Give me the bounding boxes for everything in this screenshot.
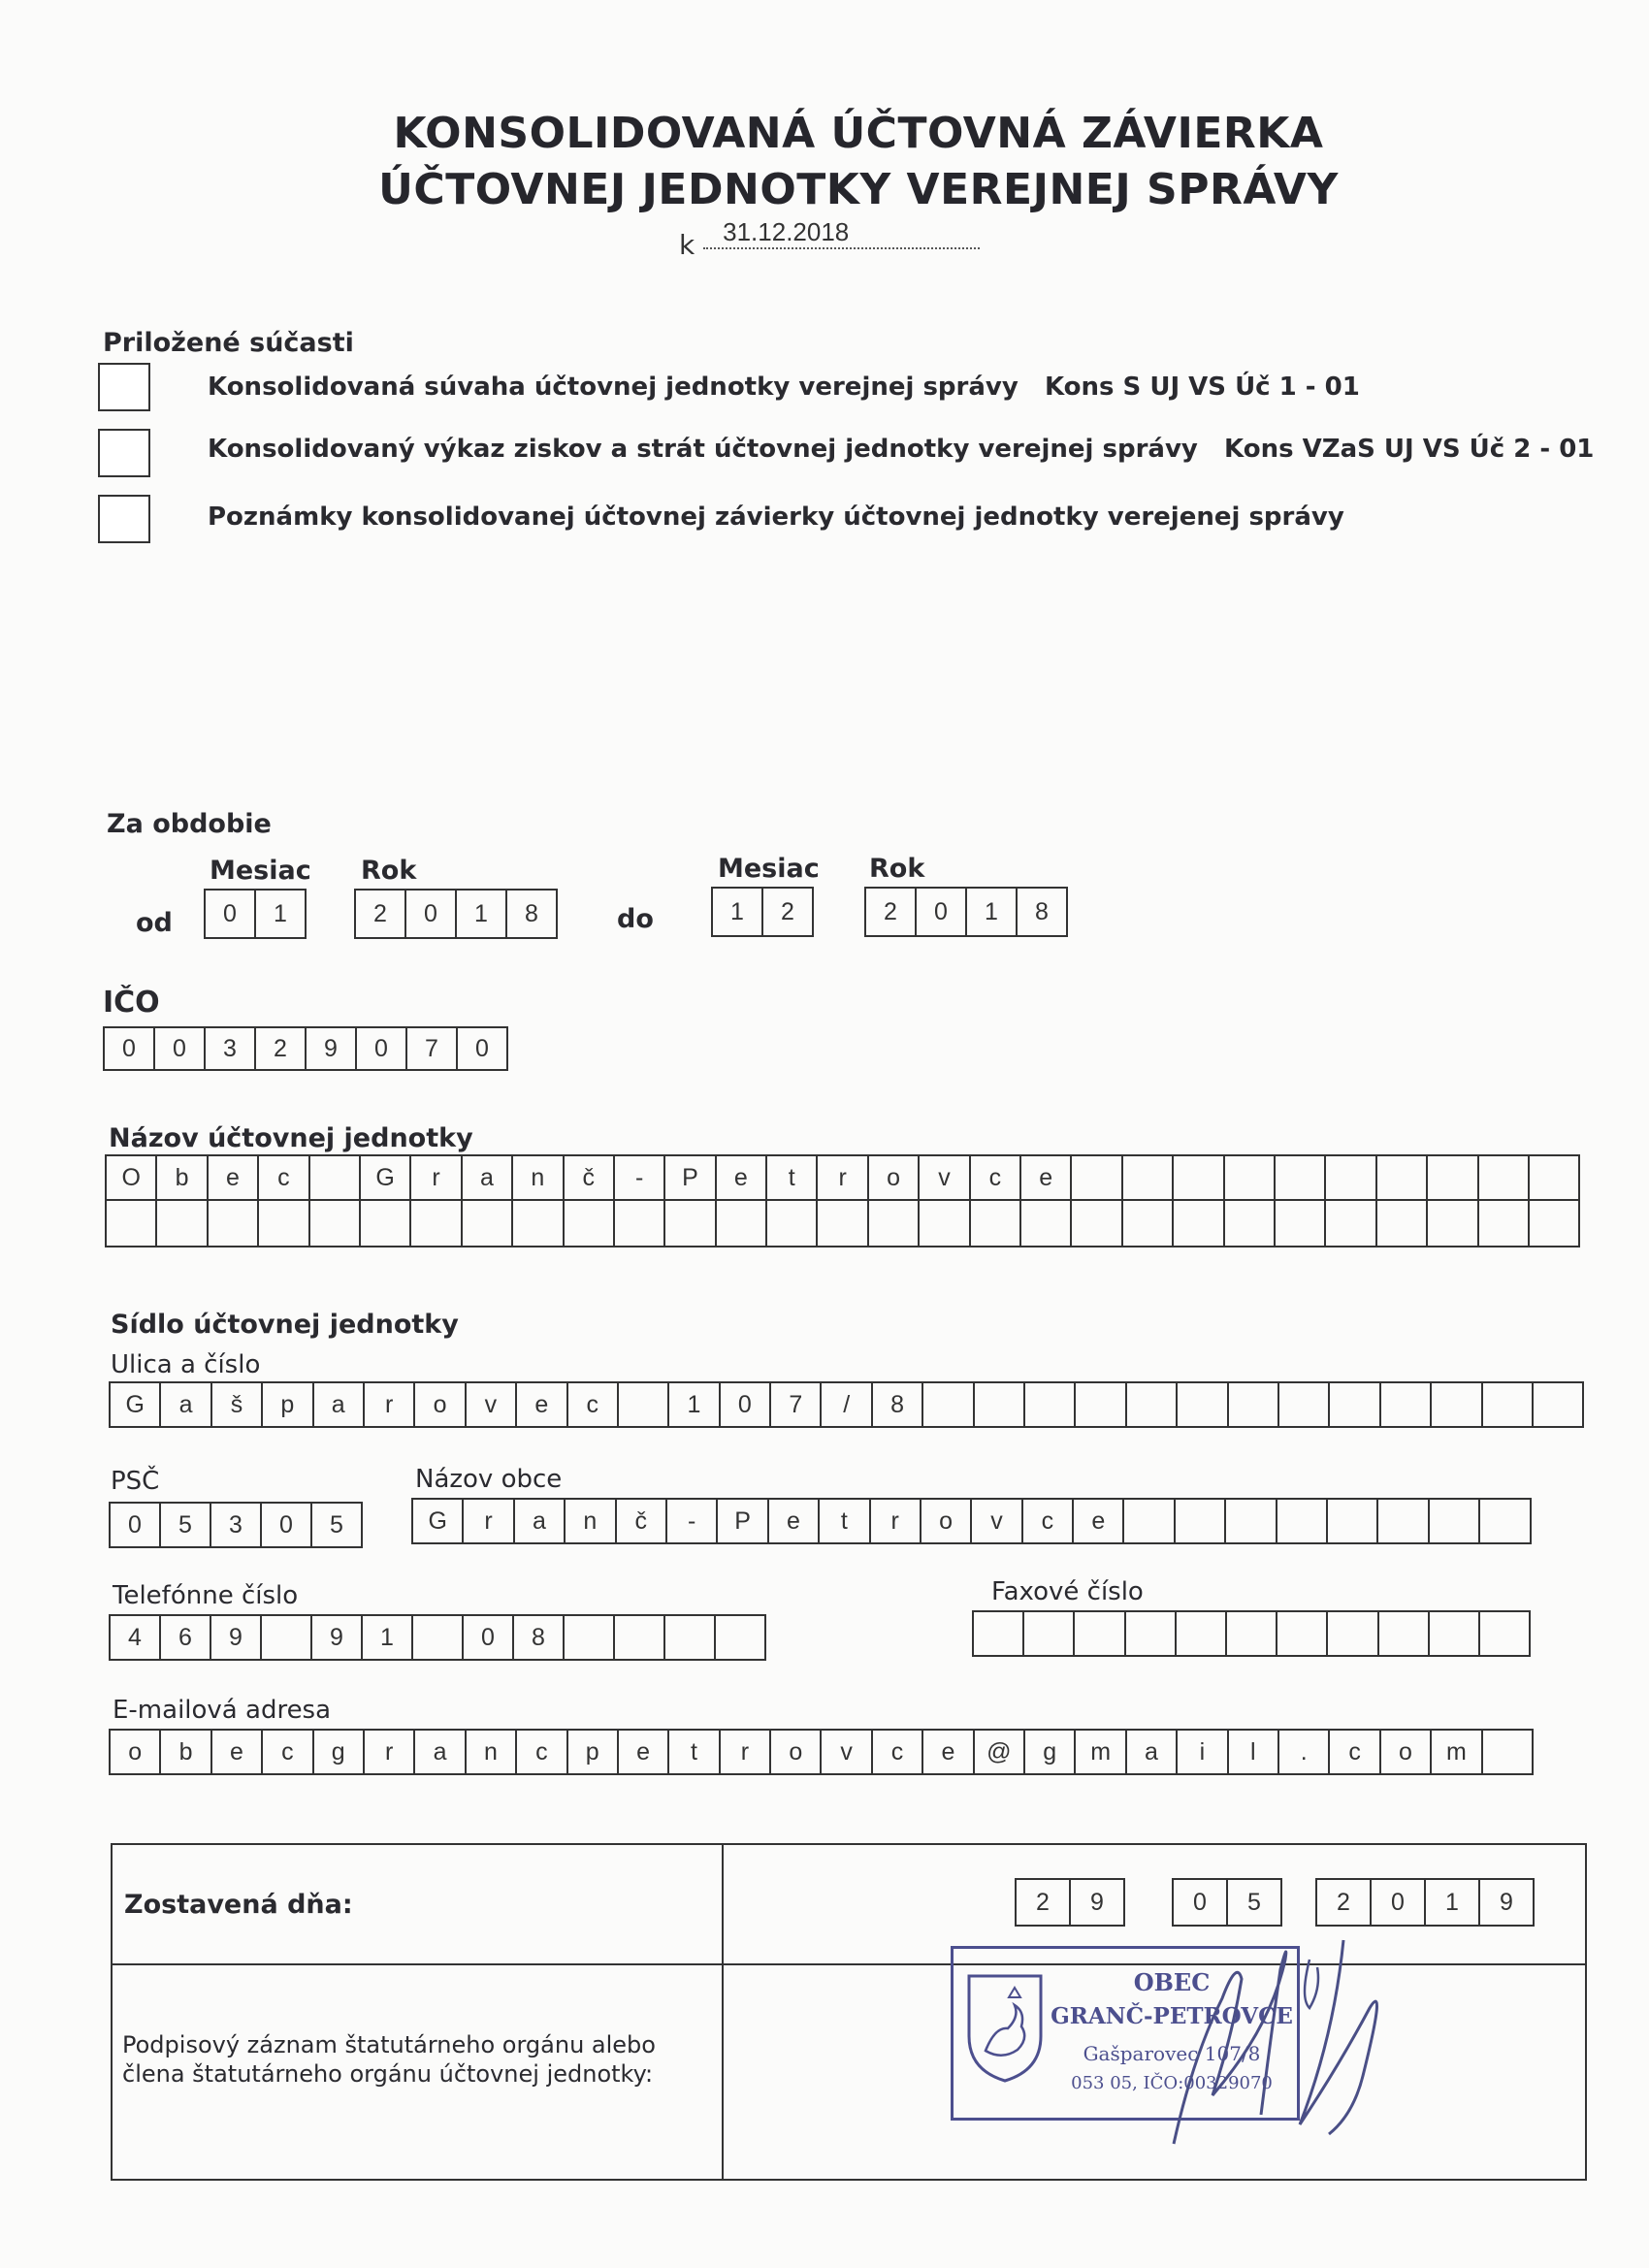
char-cell [1225,1154,1276,1201]
char-cell: 7 [407,1026,458,1071]
char-cell: 8 [873,1381,923,1428]
char-cell [1072,1201,1122,1247]
char-cell: o [415,1381,466,1428]
signature-label-line1: Podpisový záznam štatutárneho orgánu alebo [122,2031,656,2058]
char-cell [818,1201,868,1247]
char-cell: - [667,1498,718,1544]
attachment-profit-loss: Konsolidovaný výkaz ziskov a strát účtovnej jednotky verejnej správy Kons VZaS UJ VS Úč 2 - 01 [208,435,1595,464]
city-label: Názov obce [415,1465,563,1494]
char-cell: n [467,1729,517,1775]
char-cell [1276,1201,1326,1247]
ico-field[interactable] [103,1026,508,1071]
char-cell [209,1201,259,1247]
char-cell: č [617,1498,667,1544]
char-cell: 1 [669,1381,720,1428]
char-cell: e [212,1729,263,1775]
char-cell: v [920,1154,970,1201]
fax-field[interactable] [972,1610,1531,1657]
char-cell [310,1154,361,1201]
char-cell: 0 [917,887,967,937]
char-cell: p [568,1729,619,1775]
char-cell [1021,1201,1072,1247]
char-cell: G [361,1154,411,1201]
to-year-label: Rok [869,854,925,884]
char-cell [565,1201,615,1247]
unit-name-row-1[interactable] [105,1154,1580,1201]
char-cell: r [365,1381,415,1428]
char-cell: 1 [713,887,763,937]
char-cell: 0 [721,1381,771,1428]
unit-name-row-2[interactable] [105,1201,1580,1247]
char-cell: a [463,1154,513,1201]
char-cell [361,1201,411,1247]
char-cell: a [1127,1729,1178,1775]
char-cell: 0 [105,1026,155,1071]
char-cell: 9 [312,1614,363,1661]
char-cell: 1 [1426,1878,1480,1927]
char-cell: b [161,1729,211,1775]
char-cell: c [517,1729,567,1775]
char-cell [1127,1381,1178,1428]
char-cell [1176,1498,1226,1544]
char-cell [1530,1154,1580,1201]
char-cell: v [822,1729,872,1775]
char-cell: o [922,1498,972,1544]
char-cell: r [871,1498,922,1544]
char-cell [1174,1154,1224,1201]
char-cell [1377,1154,1428,1201]
char-cell: 0 [458,1026,508,1071]
char-cell [1277,1610,1328,1657]
as-of-date-line [679,217,980,263]
attachment-checkbox-profit-loss[interactable] [98,429,150,477]
phone-field[interactable] [109,1614,766,1661]
char-cell: 5 [1228,1878,1282,1927]
char-cell: e [619,1729,669,1775]
email-label: E-mailová adresa [113,1696,332,1725]
char-cell [1480,1610,1531,1657]
char-cell: 5 [312,1502,363,1548]
char-cell: č [565,1154,615,1201]
char-cell [1377,1201,1428,1247]
char-cell: 2 [356,889,406,939]
char-cell: c [263,1729,313,1775]
char-cell: l [1229,1729,1279,1775]
char-cell: e [923,1729,974,1775]
char-cell: 0 [1174,1878,1228,1927]
char-cell [1326,1154,1376,1201]
char-cell: 1 [256,889,307,939]
char-cell: 2 [763,887,814,937]
char-cell [971,1201,1021,1247]
do-label: do [617,904,654,934]
char-cell: 0 [206,889,256,939]
char-cell: c [1023,1498,1074,1544]
char-cell [1381,1381,1432,1428]
to-month-field[interactable] [711,887,814,937]
stamp-line1: OBEC [1133,1968,1211,1996]
char-cell [1123,1154,1174,1201]
char-cell: c [568,1381,619,1428]
char-cell [107,1201,157,1247]
char-cell [1075,1610,1125,1657]
table-divider-vertical [722,1843,724,2181]
char-cell [1229,1381,1279,1428]
char-cell [1480,1498,1531,1544]
handwritten-signature [1116,1921,1426,2163]
char-cell [1326,1201,1376,1247]
char-cell [615,1614,665,1661]
char-cell: r [721,1729,771,1775]
char-cell: P [718,1498,768,1544]
char-cell [1178,1381,1228,1428]
char-cell: 1 [967,887,1018,937]
char-cell: o [1381,1729,1432,1775]
char-cell: c [259,1154,309,1201]
char-cell [1479,1201,1530,1247]
char-cell: 6 [161,1614,211,1661]
char-cell: e [1021,1154,1072,1201]
char-cell: 9 [307,1026,357,1071]
char-cell [1534,1381,1584,1428]
char-cell [716,1614,766,1661]
attachment-notes: Poznámky konsolidovanej účtovnej závierky účtovnej jednotky verejenej správy [208,502,1344,532]
city-field[interactable] [411,1498,1532,1544]
char-cell: 8 [514,1614,565,1661]
ico-label: IČO [103,986,160,1020]
char-cell [1379,1610,1430,1657]
coat-of-arms-icon [961,1968,1049,2085]
char-cell: 8 [1018,887,1068,937]
char-cell: 0 [357,1026,407,1071]
char-cell [1428,1154,1478,1201]
char-cell [619,1381,669,1428]
char-cell [920,1201,970,1247]
char-cell: G [111,1381,161,1428]
char-cell: a [515,1498,566,1544]
char-cell [1483,1381,1534,1428]
email-field[interactable] [109,1729,1534,1775]
char-cell: v [467,1381,517,1428]
char-cell: n [566,1498,616,1544]
char-cell: 9 [211,1614,262,1661]
char-cell: r [365,1729,415,1775]
char-cell [1328,1498,1378,1544]
char-cell: m [1076,1729,1126,1775]
char-cell [259,1201,309,1247]
char-cell: o [771,1729,822,1775]
char-cell [1024,1610,1075,1657]
char-cell: a [415,1729,466,1775]
char-cell: P [665,1154,716,1201]
char-cell: t [767,1154,818,1201]
char-cell: e [769,1498,820,1544]
char-cell: a [161,1381,211,1428]
char-cell [767,1201,818,1247]
attachment-checkbox-balance-sheet[interactable] [98,363,150,411]
char-cell [1530,1201,1580,1247]
compiled-label: Zostavená dňa: [124,1890,353,1920]
char-cell: . [1279,1729,1330,1775]
stamp-line4: 053 05, IČO:00329070 [1071,2073,1273,2093]
char-cell [1276,1154,1326,1201]
fax-label: Faxové číslo [991,1577,1144,1606]
char-cell [717,1201,767,1247]
from-year-label: Rok [361,856,417,886]
char-cell [1025,1381,1076,1428]
char-cell: @ [975,1729,1025,1775]
char-cell: 2 [256,1026,307,1071]
char-cell [1126,1610,1177,1657]
compiled-year-field[interactable] [1315,1878,1535,1927]
char-cell: / [822,1381,872,1428]
char-cell: 2 [1017,1878,1071,1927]
char-cell: t [820,1498,870,1544]
char-cell: 0 [464,1614,514,1661]
char-cell: c [971,1154,1021,1201]
char-cell: 7 [771,1381,822,1428]
from-year-field[interactable] [354,889,558,939]
char-cell: r [818,1154,868,1201]
char-cell: e [1074,1498,1124,1544]
seat-heading: Sídlo účtovnej jednotky [111,1310,459,1340]
char-cell: š [212,1381,263,1428]
char-cell [1479,1154,1530,1201]
as-of-label: k [679,229,695,261]
char-cell: 0 [155,1026,206,1071]
char-cell: O [107,1154,157,1201]
char-cell [1328,1610,1378,1657]
char-cell: r [411,1154,462,1201]
char-cell [1483,1729,1534,1775]
char-cell [1227,1610,1277,1657]
char-cell: c [873,1729,923,1775]
char-cell [1432,1381,1482,1428]
char-cell [615,1201,665,1247]
char-cell [513,1201,564,1247]
stamp-line3: Gašparovec 107/8 [1083,2042,1261,2065]
char-cell: b [157,1154,208,1201]
char-cell [665,1201,716,1247]
char-cell [310,1201,361,1247]
char-cell: p [263,1381,313,1428]
char-cell: 5 [161,1502,211,1548]
from-month-label: Mesiac [210,856,311,886]
char-cell [1076,1381,1126,1428]
char-cell [565,1614,615,1661]
form-title-line1: KONSOLIDOVANÁ ÚČTOVNÁ ZÁVIERKA [393,109,1324,158]
form-title-line2: ÚČTOVNEJ JEDNOTKY VEREJNEJ SPRÁVY [378,165,1339,214]
char-cell: 2 [866,887,917,937]
char-cell: r [464,1498,514,1544]
compiled-day-field[interactable] [1015,1878,1125,1927]
compiled-month-field[interactable] [1172,1878,1282,1927]
period-heading: Za obdobie [107,809,272,839]
char-cell: 4 [111,1614,161,1661]
to-year-field[interactable] [864,887,1068,937]
char-cell [411,1201,462,1247]
char-cell [974,1610,1024,1657]
as-of-date[interactable]: 31.12.2018 [703,217,980,249]
char-cell [157,1201,208,1247]
char-cell: i [1178,1729,1228,1775]
char-cell: e [717,1154,767,1201]
unit-name-label: Názov účtovnej jednotky [109,1123,473,1153]
char-cell: g [314,1729,365,1775]
char-cell: v [972,1498,1022,1544]
attachments-heading: Priložené súčasti [103,328,354,358]
char-cell: 2 [1317,1878,1372,1927]
char-cell [1430,1610,1480,1657]
char-cell [1225,1201,1276,1247]
char-cell [1430,1498,1480,1544]
signature-label-line2: člena štatutárneho orgánu účtovnej jednotky: [122,2060,654,2088]
od-label: od [136,908,173,938]
char-cell [1174,1201,1224,1247]
char-cell [923,1381,974,1428]
char-cell: 0 [111,1502,161,1548]
char-cell: m [1432,1729,1482,1775]
char-cell: G [413,1498,464,1544]
stamp-line2: GRANČ-PETROVCE [1051,2003,1293,2029]
char-cell: 9 [1480,1878,1535,1927]
char-cell: t [669,1729,720,1775]
char-cell [665,1614,716,1661]
char-cell: e [209,1154,259,1201]
char-cell: 9 [1071,1878,1125,1927]
char-cell: 3 [211,1502,262,1548]
street-label: Ulica a číslo [111,1350,261,1379]
char-cell [413,1614,464,1661]
char-cell: 1 [363,1614,413,1661]
unit-name-field[interactable] [105,1154,1580,1247]
attachment-balance-sheet: Konsolidovaná súvaha účtovnej jednotky verejnej správy Kons S UJ VS Úč 1 - 01 [208,373,1360,402]
char-cell: o [111,1729,161,1775]
char-cell [869,1201,920,1247]
char-cell [1279,1381,1330,1428]
char-cell: n [513,1154,564,1201]
from-month-field[interactable] [204,889,307,939]
char-cell: 0 [406,889,457,939]
street-field[interactable] [109,1381,1584,1428]
char-cell [1177,1610,1227,1657]
char-cell: 8 [507,889,558,939]
char-cell: g [1025,1729,1076,1775]
char-cell: a [314,1381,365,1428]
char-cell: - [615,1154,665,1201]
char-cell [262,1614,312,1661]
char-cell: 0 [262,1502,312,1548]
psc-label: PSČ [111,1467,160,1496]
char-cell [463,1201,513,1247]
psc-field[interactable] [109,1502,363,1548]
to-month-label: Mesiac [718,854,820,884]
char-cell [1378,1498,1429,1544]
char-cell [1277,1498,1328,1544]
char-cell [975,1381,1025,1428]
char-cell [1124,1498,1175,1544]
char-cell [1330,1381,1380,1428]
attachment-checkbox-notes[interactable] [98,495,150,543]
char-cell: e [517,1381,567,1428]
char-cell [1226,1498,1277,1544]
phone-label: Telefónne číslo [113,1581,299,1610]
char-cell [1428,1201,1478,1247]
char-cell: o [869,1154,920,1201]
char-cell: 1 [457,889,507,939]
char-cell: 3 [206,1026,256,1071]
char-cell: c [1330,1729,1380,1775]
char-cell [1072,1154,1122,1201]
char-cell: 0 [1372,1878,1426,1927]
char-cell [1123,1201,1174,1247]
